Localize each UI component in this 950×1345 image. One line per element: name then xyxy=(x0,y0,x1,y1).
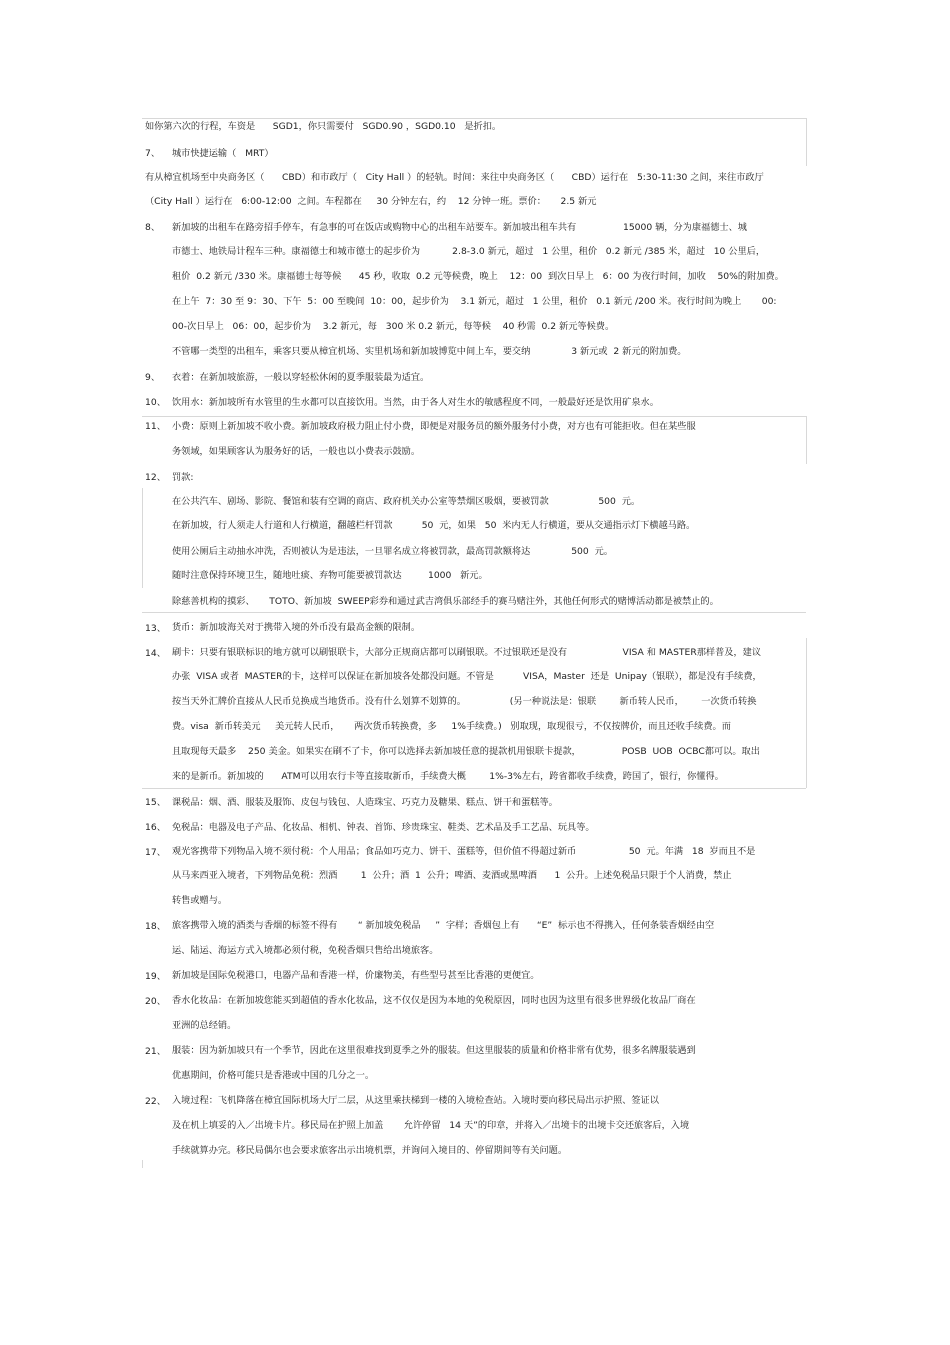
item-number: 14、 xyxy=(145,648,166,659)
table-rule xyxy=(142,612,806,613)
text-line: 服装：因为新加坡只有一个季节，因此在这里很难找到夏季之外的服装。但这里服装的质量和价格非常有优势，很多名牌服装遇到 xyxy=(172,1045,696,1056)
text-line: 转售或赠与。 xyxy=(172,895,228,906)
text-line: 刷卡：只要有银联标识的地方就可以刷银联卡，大部分正规商店都可以刷银联。不过银联还是没有 VISA 和 MASTER那样普及，建议 xyxy=(172,647,762,658)
table-rule xyxy=(142,416,806,417)
text-line: 运、陆运、海运方式入境都必须付税，免税香烟只售给出境旅客。 xyxy=(172,945,439,956)
text-line: 观光客携带下列物品入境不须付税：个人用品；食品如巧克力、饼干、蛋糕等，但价值不得超过新币 50 元。年满 18 岁而且不是 xyxy=(172,846,756,857)
item-number: 15、 xyxy=(145,797,166,808)
table-rule xyxy=(806,416,807,464)
item-number: 8、 xyxy=(145,222,161,233)
item-number: 17、 xyxy=(145,847,166,858)
item-number: 10、 xyxy=(145,397,166,408)
text-line: 手续就算办完。移民局偶尔也会要求旅客出示出境机票，并询问入境目的、停留期间等有关问题。 xyxy=(172,1145,568,1156)
text-line: 市德士、地铁局计程车三种。康福德士和城市德士的起步价为 2.8-3.0 新元，超过 1 公里，租价 0.2 新元 /385 米，超过 10 公里后， xyxy=(172,246,766,257)
text-line: 亚洲的总经销。 xyxy=(172,1020,237,1031)
text-line: 租价 0.2 新元 /330 米。康福德士每等候 45 秒，收取 0.2 元等候费，晚上 12：00 到次日早上 6：00 为夜行时间，加收 50%的附加费。 xyxy=(172,271,784,282)
text-line: 货币：新加坡海关对于携带入境的外币没有最高金额的限制。 xyxy=(172,622,421,633)
item-number: 19、 xyxy=(145,971,166,982)
table-rule xyxy=(806,118,807,166)
text-line: 旅客携带入境的酒类与香烟的标签不得有 “ 新加坡免税品 ” 字样；香烟包上有 “E” 标示也不得携入，任何条装香烟经由空 xyxy=(172,920,715,931)
item-number: 9、 xyxy=(145,372,161,383)
text-line: 使用公厕后主动抽水冲洗，否则被认为是违法，一旦罪名成立将被罚款，最高罚款额将达 500 元。 xyxy=(172,546,613,557)
text-line: 新加坡的出租车在路旁招手停车，有急事的可在饭店或购物中心的出租车站要车。新加坡出租车共有 15000 辆，分为康福德士、城 xyxy=(172,222,747,233)
item-number: 18、 xyxy=(145,921,166,932)
table-rule xyxy=(142,118,806,119)
table-rule xyxy=(142,488,143,588)
text-line: 且取现每天最多 250 美金。如果实在刷不了卡，你可以选择去新加坡任意的提款机用银联卡提款， POSB UOB OCBC都可以。取出 xyxy=(172,746,760,757)
item-number: 16、 xyxy=(145,822,166,833)
text-line: 办张 VISA 或者 MASTER的卡，这样可以保证在新加坡各处都没问题。不管是 VISA，Master 还是 Unipay（银联），都是没有手续费， xyxy=(172,671,762,682)
text-line: 来的是新币。新加坡的 ATM可以用农行卡等直接取新币，手续费大概 1%-3%左右，跨省都收手续费，跨国了，银行，你懂得。 xyxy=(172,771,724,782)
item-number: 22、 xyxy=(145,1096,166,1107)
text-line: 衣着：在新加坡旅游，一般以穿轻松休闲的夏季服装最为适宜。 xyxy=(172,372,430,383)
text-line: 入境过程：飞机降落在樟宜国际机场大厅二层，从这里乘扶梯到一楼的入境检查站。入境时要向移民局出示护照、签证以 xyxy=(172,1095,659,1106)
text-line: 罚款: xyxy=(172,472,194,483)
item-number: 12、 xyxy=(145,472,166,483)
text-line: 除慈善机构的摸彩、 TOTO、新加坡 SWEEP彩券和通过武吉湾俱乐部经手的赛马赌注外，其他任何形式的赌博活动都是被禁止的。 xyxy=(172,596,719,607)
text-line: 00-次日早上 06：00，起步价为 3.2 新元，每 300 米 0.2 新元，每等候 40 秒需 0.2 新元等候费。 xyxy=(172,321,615,332)
text-line: 在上午 7：30 至 9：30、下午 5：00 至晚间 10：00，起步价为 3.1 新元，超过 1 公里，租价 0.1 新元 /200 米。夜行时间为晚上 00: xyxy=(172,296,777,307)
text-line: 优惠期间，价格可能只是香港或中国的几分之一。 xyxy=(172,1070,375,1081)
table-rule xyxy=(142,1160,143,1168)
text-line: （City Hall ）运行在 6:00-12:00 之间。车程都在 30 分钟左右，约 12 分钟一班。票价： 2.5 新元 xyxy=(145,196,597,207)
text-line: 及在机上填妥的入／出境卡片。移民局在护照上加盖 允许停留 14 天”的印章，并将入／出境卡的出境卡交还旅客后，入境 xyxy=(172,1120,690,1131)
text-line: 香水化妆品：在新加坡您能买到超值的香水化妆品，这不仅仅是因为本地的免税原因，同时也因为这里有很多世界级化妆品厂商在 xyxy=(172,995,696,1006)
text-line: 在新加坡，行人须走人行道和人行横道，翻越栏杆罚款 50 元，如果 50 米内无人行横道，要从交通指示灯下横越马路。 xyxy=(172,520,696,531)
item-number: 7、 xyxy=(145,148,161,159)
text-line: 城市快捷运输（ MRT） xyxy=(172,148,274,159)
text-line: 从马来西亚入境者，下列物品免税：烈酒 1 公升；酒 1 公升；啤酒、麦酒或黑啤酒 1 公升。上述免税品只限于个人消费，禁止 xyxy=(172,870,732,881)
text-line: 不管哪一类型的出租车，乘客只要从樟宜机场、实里机场和新加坡博览中间上车，要交纳 3 新元或 2 新元的附加费。 xyxy=(172,346,687,357)
item-number: 21、 xyxy=(145,1046,166,1057)
text-line: 随时注意保持环境卫生，随地吐痰、弃物可能要被罚款达 1000 新元。 xyxy=(172,570,488,581)
text-line: 按当天外汇牌价直接从人民币兑换成当地货币。没有什么划算不划算的。 (另一种说法是：银联 新币转人民币， 一次货币转换 xyxy=(172,696,757,707)
item-number: 11、 xyxy=(145,421,166,432)
text-line: 新加坡是国际免税港口，电器产品和香港一样，价廉物美，有些型号甚至比香港的更便宜。 xyxy=(172,970,540,981)
text-line: 课税品：烟、酒、服装及服饰、皮包与钱包、人造珠宝、巧克力及糖果、糕点、饼干和蛋糕等。 xyxy=(172,797,558,808)
table-rule xyxy=(806,638,807,788)
text-line: 务领域，如果顾客认为服务好的话，一般也以小费表示鼓励。 xyxy=(172,446,421,457)
text-line: 小费：原则上新加坡不收小费。新加坡政府极力阻止付小费，即便是对服务员的额外服务付小费，对方也有可能拒收。但在某些服 xyxy=(172,421,696,432)
text-line: 免税品：电器及电子产品、化妆品、相机、钟表、首饰、珍贵珠宝、鞋类、艺术品及手工艺品、玩具等。 xyxy=(172,822,595,833)
text-line: 如你第六次的行程，车资是 SGD1，你只需要付 SGD0.90 ，SGD0.10 是折扣。 xyxy=(145,121,502,132)
text-line: 饮用水：新加坡所有水管里的生水都可以直接饮用。当然，由于各人对生水的敏感程度不同，一般最好还是饮用矿泉水。 xyxy=(172,397,659,408)
item-number: 13、 xyxy=(145,623,166,634)
table-rule xyxy=(142,788,806,789)
text-line: 费。visa 新币转美元 美元转人民币， 两次货币转换费，多 1%手续费。) 别取现，取现很亏，不仅按牌价，而且还收手续费。而 xyxy=(172,721,731,732)
text-line: 在公共汽车、剧场、影院、餐馆和装有空调的商店、政府机关办公室等禁烟区吸烟，要被罚款 500 元。 xyxy=(172,496,641,507)
item-number: 20、 xyxy=(145,996,166,1007)
text-line: 有从樟宜机场至中央商务区（ CBD）和市政厅（ City Hall ）的轻轨。时间：来往中央商务区（ CBD）运行在 5:30-11:30 之间，来往市政厅 xyxy=(145,172,764,183)
